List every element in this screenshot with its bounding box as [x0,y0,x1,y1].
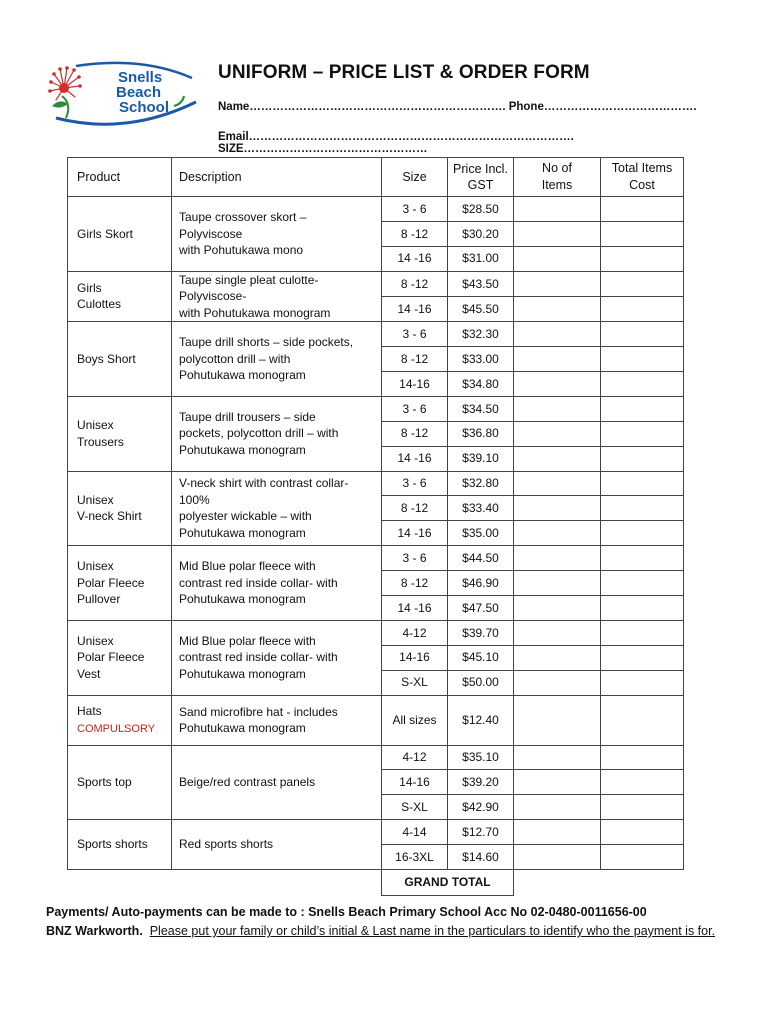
product-description-cell [172,820,382,870]
size-cell: 8 -12 [382,421,448,446]
total-cost-input-cell[interactable] [601,845,684,870]
product-name: Sports shorts [77,837,148,852]
price-cell: $32.80 [448,471,514,496]
size-cell: 14-16 [382,645,448,670]
product-name-cell [68,322,172,397]
size-cell: 8 -12 [382,221,448,246]
total-cost-input-cell[interactable] [601,396,684,421]
total-cost-input-cell[interactable] [601,820,684,845]
payment-instructions [46,903,726,941]
description-line: with Pohutukawa mono [179,243,304,258]
header-size: Size [382,158,448,197]
price-cell: $28.50 [448,197,514,222]
logo-text-line1: Snells [118,69,163,86]
table-row [68,695,684,745]
price-cell: $46.90 [448,571,514,596]
product-description-cell [172,620,382,695]
description-line: Pohutukawa monogram [179,666,306,681]
product-name: Pullover [77,592,121,607]
size-cell: 3 - 6 [382,396,448,421]
quantity-input-cell[interactable] [514,471,601,496]
description-line: Beige/red contrast panels [179,775,316,790]
size-cell: 14 -16 [382,595,448,620]
logo-text-line3: School [119,99,170,116]
product-name: V-neck Shirt [77,509,142,524]
payment-account-text: Payments/ Auto-payments can be made to : Snells Beach Primary School Acc No 02-0480-0011656-00 [46,905,647,919]
description-line: Pohutukawa monogram [179,592,306,607]
quantity-input-cell[interactable] [514,645,601,670]
quantity-input-cell[interactable] [514,620,601,645]
header-price-line2: GST [467,178,494,192]
total-cost-input-cell[interactable] [601,770,684,795]
total-cost-input-cell[interactable] [601,645,684,670]
product-name-cell [68,695,172,745]
product-name: Trousers [77,434,124,449]
header-price-line1: Price Incl. [453,161,508,176]
product-name: Girls [77,280,102,295]
quantity-input-cell[interactable] [514,845,601,870]
quantity-input-cell[interactable] [514,670,601,695]
total-cost-input-cell[interactable] [601,446,684,471]
product-name-cell [68,546,172,621]
quantity-input-cell[interactable] [514,197,601,222]
quantity-input-cell[interactable] [514,347,601,372]
price-cell: $45.50 [448,296,514,321]
price-cell: $36.80 [448,421,514,446]
product-name: Unisex [77,559,114,574]
size-cell: 4-12 [382,745,448,770]
product-name: Sports top [77,775,132,790]
product-name-cell [68,396,172,471]
header-description: Description [172,158,382,197]
price-cell: $43.50 [448,271,514,296]
table-row [68,546,684,571]
description-line: pockets, polycotton drill – with [179,426,339,441]
size-cell: S-XL [382,795,448,820]
product-name: Boys Short [77,351,136,366]
total-cost-input-cell[interactable] [601,246,684,271]
product-description-cell [172,396,382,471]
quantity-input-cell[interactable] [514,595,601,620]
price-cell: $39.20 [448,770,514,795]
size-cell: 16-3XL [382,845,448,870]
price-cell: $12.70 [448,820,514,845]
product-name: Unisex [77,418,114,433]
quantity-input-cell[interactable] [514,271,601,296]
grand-total-empty [514,869,601,895]
price-cell: $39.10 [448,446,514,471]
header-total-line1: Total Items [611,161,673,175]
size-cell: 8 -12 [382,496,448,521]
payment-reference-note: Please put your family or child’s initial & Last name in the particulars to identify who the payment is for. [149,924,716,938]
description-line: Taupe single pleat culotte- [179,272,319,287]
quantity-input-cell[interactable] [514,820,601,845]
price-cell: $14.60 [448,845,514,870]
header-product: Product [68,158,172,197]
school-logo [46,60,204,130]
description-line: Polyviscose [179,226,243,241]
product-description-cell [172,695,382,745]
product-description-cell [172,745,382,820]
price-cell: $12.40 [448,695,514,745]
product-description-cell [172,271,382,322]
header-no-line2: Items [541,177,573,192]
size-cell: 3 - 6 [382,322,448,347]
quantity-input-cell[interactable] [514,496,601,521]
product-description-cell [172,546,382,621]
price-cell: $45.10 [448,645,514,670]
quantity-input-cell[interactable] [514,296,601,321]
total-cost-input-cell[interactable] [601,695,684,745]
product-name: Polar Fleece [77,575,145,590]
product-name: Unisex [77,492,114,507]
price-cell: $33.00 [448,347,514,372]
compulsory-label: COMPULSORY [77,722,156,735]
size-cell: S-XL [382,670,448,695]
table-row [68,396,684,421]
total-cost-input-cell[interactable] [601,496,684,521]
description-line: V-neck shirt with contrast collar- [179,476,349,491]
product-name: Girls Skort [77,226,134,241]
price-cell: $47.50 [448,595,514,620]
quantity-input-cell[interactable] [514,421,601,446]
header-no-line1: No of [542,161,572,175]
description-line: Pohutukawa monogram [179,442,306,457]
total-cost-input-cell[interactable] [601,571,684,596]
quantity-input-cell[interactable] [514,322,601,347]
price-cell: $30.20 [448,221,514,246]
grand-total-empty [601,869,684,895]
product-name-cell [68,620,172,695]
quantity-input-cell[interactable] [514,546,601,571]
header-no-of-items [514,158,601,197]
description-line: Mid Blue polar fleece with [179,559,316,574]
price-cell: $32.30 [448,322,514,347]
grand-total-label: GRAND TOTAL [382,869,514,895]
product-name: Polar Fleece [77,650,145,665]
product-description-cell [172,322,382,397]
total-cost-input-cell[interactable] [601,620,684,645]
product-name: Culottes [77,297,122,312]
price-cell: $35.10 [448,745,514,770]
table-row [68,322,684,347]
description-line: 100% [179,492,210,507]
price-cell: $50.00 [448,670,514,695]
product-name: Vest [77,666,101,681]
size-cell: 14-16 [382,770,448,795]
table-row [68,197,684,222]
total-cost-input-cell[interactable] [601,795,684,820]
price-cell: $34.80 [448,371,514,396]
price-cell: $39.70 [448,620,514,645]
description-line: Mid Blue polar fleece with [179,633,316,648]
header-price [448,158,514,197]
product-description-cell [172,197,382,272]
size-cell: 3 - 6 [382,471,448,496]
size-cell: 14 -16 [382,521,448,546]
grand-total-row [68,869,684,895]
size-cell: 3 - 6 [382,197,448,222]
total-cost-input-cell[interactable] [601,296,684,321]
price-cell: $34.50 [448,396,514,421]
total-cost-input-cell[interactable] [601,221,684,246]
table-row [68,745,684,770]
table-row [68,471,684,496]
quantity-input-cell[interactable] [514,770,601,795]
size-cell: 14 -16 [382,296,448,321]
price-cell: $33.40 [448,496,514,521]
product-name-cell [68,471,172,546]
total-cost-input-cell[interactable] [601,197,684,222]
size-cell: 4-12 [382,620,448,645]
total-cost-input-cell[interactable] [601,521,684,546]
description-line: Red sports shorts [179,837,274,852]
description-line: Taupe crossover skort – [179,210,307,225]
description-line: Sand microfibre hat - includes [179,704,338,719]
product-name-cell [68,197,172,272]
size-cell: 14-16 [382,371,448,396]
description-line: Taupe drill trousers – side [179,409,316,424]
description-line: polyester wickable – with [179,509,312,524]
logo-text-line2: Beach [116,84,162,101]
quantity-input-cell[interactable] [514,246,601,271]
quantity-input-cell[interactable] [514,695,601,745]
table-row [68,271,684,296]
product-name: Unisex [77,633,114,648]
quantity-input-cell[interactable] [514,221,601,246]
total-cost-input-cell[interactable] [601,421,684,446]
description-line: contrast red inside collar- with [179,575,338,590]
price-table-body [68,158,684,896]
size-cell: 8 -12 [382,347,448,372]
quantity-input-cell[interactable] [514,571,601,596]
description-line: Polyviscose- [179,289,247,304]
quantity-input-cell[interactable] [514,745,601,770]
description-line: Pohutukawa monogram [179,525,306,540]
price-order-table [67,157,684,896]
price-cell: $42.90 [448,795,514,820]
quantity-input-cell[interactable] [514,371,601,396]
table-row [68,820,684,845]
email-size-field-line[interactable]: Email…………………………………………………………………………. SIZE………………………………………… [218,131,574,155]
name-phone-field-line[interactable]: Name…………………………………………………………. Phone…………………………………. [218,101,697,113]
total-cost-input-cell[interactable] [601,371,684,396]
total-cost-input-cell[interactable] [601,271,684,296]
quantity-input-cell[interactable] [514,396,601,421]
description-line: Pohutukawa monogram [179,721,306,736]
total-cost-input-cell[interactable] [601,595,684,620]
total-cost-input-cell[interactable] [601,546,684,571]
quantity-input-cell[interactable] [514,795,601,820]
page-title: UNIFORM – PRICE LIST & ORDER FORM [218,62,590,83]
total-cost-input-cell[interactable] [601,745,684,770]
size-cell: 4-14 [382,820,448,845]
description-line: contrast red inside collar- with [179,650,338,665]
description-line: Pohutukawa monogram [179,368,306,383]
quantity-input-cell[interactable] [514,521,601,546]
price-cell: $44.50 [448,546,514,571]
size-cell: 3 - 6 [382,546,448,571]
size-cell: 14 -16 [382,246,448,271]
size-cell: 14 -16 [382,446,448,471]
total-cost-input-cell[interactable] [601,471,684,496]
product-name-cell [68,271,172,322]
quantity-input-cell[interactable] [514,446,601,471]
description-line: with Pohutukawa monogram [179,305,331,320]
header-total-line2: Cost [629,177,655,192]
table-header-row [68,158,684,197]
product-description-cell [172,471,382,546]
product-name: Hats [77,704,102,719]
price-cell: $35.00 [448,521,514,546]
product-name-cell [68,820,172,870]
total-cost-input-cell[interactable] [601,347,684,372]
pohutukawa-flower-icon [48,66,82,118]
payment-bank-text: BNZ Warkworth. [46,924,143,938]
product-name-cell [68,745,172,820]
size-cell: All sizes [382,695,448,745]
description-line: Taupe drill shorts – side pockets, [179,335,354,350]
total-cost-input-cell[interactable] [601,670,684,695]
description-line: polycotton drill – with [179,351,291,366]
price-cell: $31.00 [448,246,514,271]
grand-total-spacer [68,869,382,895]
total-cost-input-cell[interactable] [601,322,684,347]
table-row [68,620,684,645]
header-total-cost [601,158,684,197]
size-cell: 8 -12 [382,271,448,296]
size-cell: 8 -12 [382,571,448,596]
